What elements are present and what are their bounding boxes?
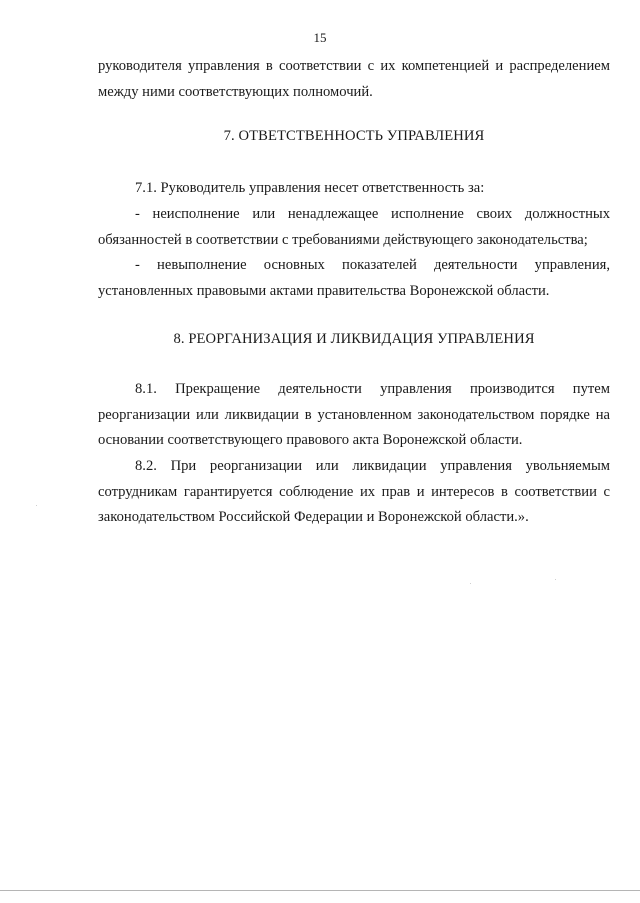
section-8-heading: 8. РЕОРГАНИЗАЦИЯ И ЛИКВИДАЦИЯ УПРАВЛЕНИЯ xyxy=(173,331,535,347)
section-7-item-2: - невыполнение основных показателей деятельности управления, установленных правовыми актами правительства Воронежской области. xyxy=(98,257,610,299)
scan-edge-line xyxy=(0,890,640,891)
scan-speck xyxy=(470,583,471,584)
section-8-1-paragraph: 8.1. Прекращение деятельности управления производится путем реорганизации или ликвидации в установленном законодательством порядке на основании соответствующего правового акта Воронежской области. xyxy=(98,381,610,448)
page-number: 15 xyxy=(313,30,327,45)
section-7-item-1: - неисполнение или ненадлежащее исполнение своих должностных обязанностей в соответствии с требованиями действующего законодательства; xyxy=(98,206,610,248)
section-7-heading: 7. ОТВЕТСТВЕННОСТЬ УПРАВЛЕНИЯ xyxy=(223,128,485,144)
scan-speck xyxy=(36,505,37,506)
section-8-2-paragraph: 8.2. При реорганизации или ликвидации управления увольняемым сотрудникам гарантируется соблюдение их прав и интересов в соответствии с законодательством Российской Федерации и Воронежской области.». xyxy=(98,458,610,525)
section-7-1-paragraph: 7.1. Руководитель управления несет ответственность за: xyxy=(135,180,485,196)
scan-speck xyxy=(555,579,556,580)
continuation-paragraph: руководителя управления в соответствии с их компетенцией и распределением между ними соответствующих полномочий. xyxy=(98,58,610,100)
